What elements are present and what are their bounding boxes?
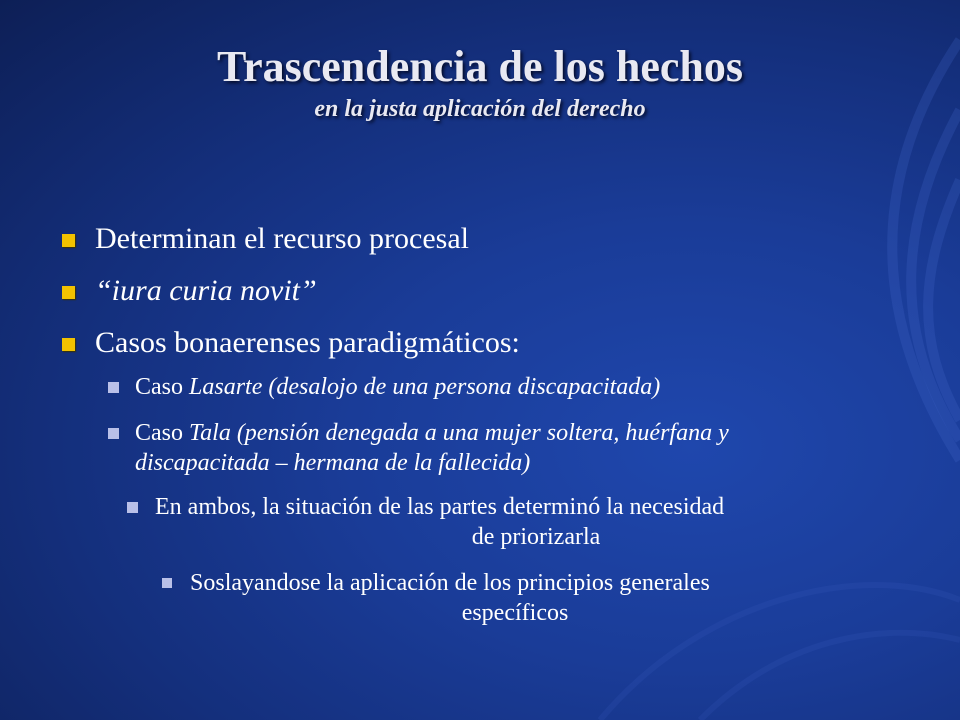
case-prefix: Caso <box>135 374 189 400</box>
case-description-continued: discapacitada – hermana de la fallecida) <box>135 450 531 476</box>
square-bullet-icon <box>108 382 119 393</box>
square-bullet-icon <box>62 286 75 299</box>
level4-bullet-text: Soslayandose la aplicación de los principios generales <box>190 570 710 596</box>
sub-sub-bullet-text-continued: de priorizarla <box>471 524 601 550</box>
case-description: Tala (pensión denegada a una mujer soltera, huérfana y <box>189 420 729 446</box>
sub-sub-bullet-item <box>127 492 917 552</box>
square-bullet-icon <box>62 234 75 247</box>
sub-bullet-text <box>135 372 908 402</box>
level4-bullet-item <box>162 568 862 628</box>
bullet-text: “iura curia novit” <box>95 274 317 307</box>
bullet-text: Casos bonaerenses paradigmáticos: <box>95 326 520 359</box>
square-bullet-icon <box>127 502 138 513</box>
bullet-text: Determinan el recurso procesal <box>95 222 469 255</box>
level4-bullet-text-continued: específicos <box>461 600 569 626</box>
case-description: Lasarte (desalojo de una persona discapacitada) <box>189 374 661 400</box>
case-prefix: Caso <box>135 420 189 446</box>
square-bullet-icon <box>162 578 172 588</box>
sub-bullet-item <box>108 418 908 478</box>
sub-sub-bullet-text: En ambos, la situación de las partes determinó la necesidad <box>155 494 725 520</box>
bullet-item <box>60 326 920 360</box>
sub-bullet-text <box>135 418 908 448</box>
bullet-item <box>60 274 920 308</box>
bullet-item <box>60 222 920 256</box>
slide-subtitle: en la justa aplicación del derecho <box>314 96 646 122</box>
square-bullet-icon <box>108 428 119 439</box>
sub-bullet-item <box>108 372 908 402</box>
title-block <box>0 40 960 124</box>
square-bullet-icon <box>62 338 75 351</box>
slide-title: Trascendencia de los hechos <box>217 42 743 91</box>
